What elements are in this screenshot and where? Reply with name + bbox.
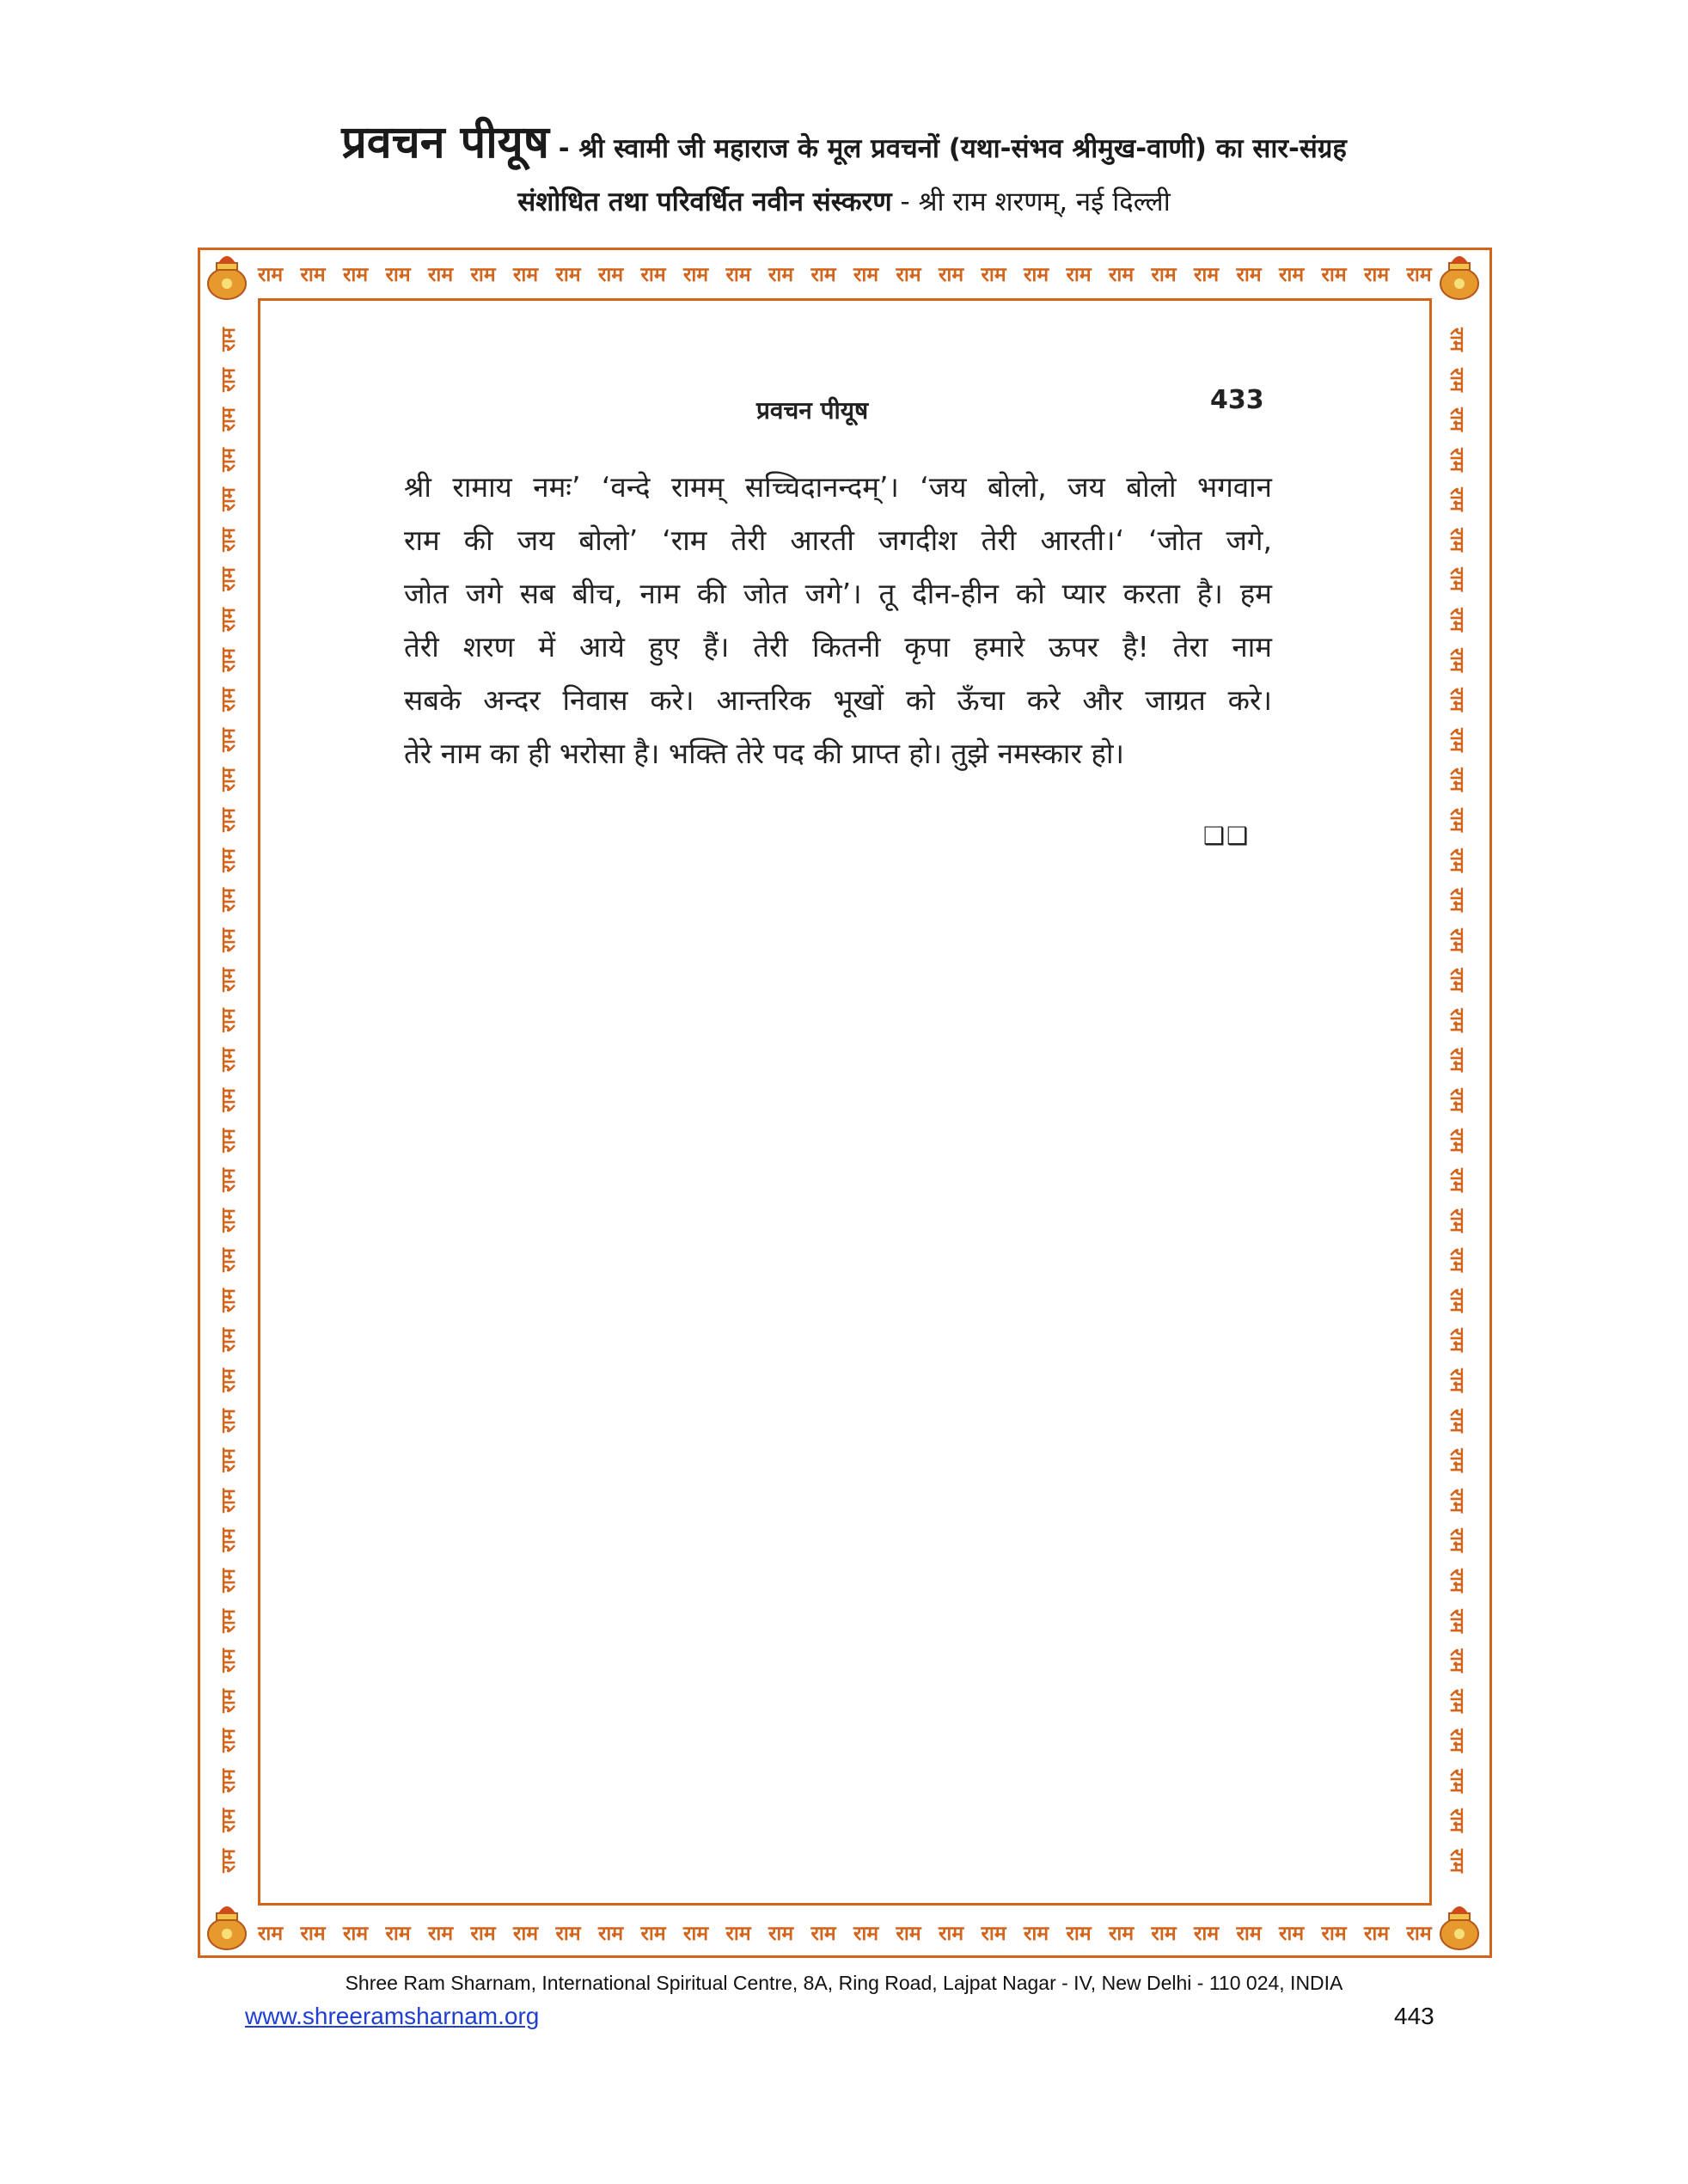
ram-border-word: राम: [1445, 968, 1467, 993]
ram-border-word: राम: [1445, 1688, 1467, 1713]
ram-border-word: राम: [981, 264, 1006, 286]
ram-border-word: राम: [725, 1923, 751, 1945]
ram-border-word: राम: [1364, 264, 1390, 286]
ram-border-word: राम: [853, 264, 879, 286]
ram-border-word: राम: [1445, 1448, 1467, 1473]
ram-border-word: राम: [896, 264, 921, 286]
ram-border-word: राम: [1445, 487, 1467, 512]
ram-border-word: राम: [217, 608, 240, 632]
ram-border-word: राम: [640, 1923, 666, 1945]
ram-border-word: राम: [258, 264, 284, 286]
ram-border-word: राम: [217, 847, 240, 872]
footer-page-number: 443: [1394, 2003, 1434, 2029]
header-title-main: प्रवचन पीयूष: [341, 117, 549, 168]
ram-border-right: [1442, 327, 1473, 1874]
prayer-line: तेरे नाम का ही भरोसा है। भक्ति तेरे पद की प्राप्त हो। तुझे नमस्कार हो।: [404, 737, 1125, 770]
prayer-line: तेरी शरण में आये हुए हैं। तेरी कितनी कृपा हमारे ऊपर है! तेरा नाम: [404, 630, 1272, 664]
ram-border-word: राम: [217, 647, 240, 672]
section-end-mark: ❑❑: [1203, 822, 1251, 850]
ram-border-word: राम: [1445, 647, 1467, 672]
ram-border-word: राम: [1445, 1808, 1467, 1833]
ram-border-word: राम: [217, 327, 240, 352]
header-subtitle-publisher: - श्री राम शरणम्, नई दिल्ली: [891, 187, 1171, 217]
ram-border-word: राम: [385, 1923, 411, 1945]
ram-border-word: राम: [1445, 1568, 1467, 1593]
ram-border-word: राम: [1445, 1649, 1467, 1673]
ram-border-word: राम: [1445, 447, 1467, 472]
ram-border-word: राम: [1066, 1923, 1092, 1945]
ram-border-word: राम: [939, 1923, 964, 1945]
ram-border-word: राम: [1445, 847, 1467, 872]
ram-border-word: राम: [1445, 1288, 1467, 1312]
ram-border-left: [212, 327, 243, 1874]
kalash-icon: [1435, 1901, 1483, 1953]
kalash-icon: [203, 251, 251, 303]
ram-border-word: राम: [1445, 1408, 1467, 1433]
ram-border-word: राम: [217, 1649, 240, 1673]
ram-border-word: राम: [1445, 768, 1467, 792]
ram-border-word: राम: [217, 1849, 240, 1873]
ram-border-word: राम: [1445, 327, 1467, 352]
ram-border-word: राम: [343, 264, 369, 286]
kalash-icon: [203, 1901, 251, 1953]
ram-border-word: राम: [217, 727, 240, 752]
ram-border-word: राम: [896, 1923, 921, 1945]
ram-border-word: राम: [217, 407, 240, 432]
ram-border-word: राम: [217, 447, 240, 472]
ram-border-word: राम: [217, 768, 240, 792]
ram-border-word: राम: [217, 888, 240, 913]
prayer-line: जोत जगे सब बीच, नाम की जोत जगे’। तू दीन-हीन को प्यार करता है। हम: [404, 577, 1272, 610]
ram-border-word: राम: [217, 1408, 240, 1433]
ram-border-word: राम: [217, 1088, 240, 1112]
ram-border-word: राम: [470, 264, 496, 286]
ram-border-word: राम: [217, 808, 240, 832]
ram-border-word: राम: [1406, 1923, 1432, 1945]
ram-border-word: राम: [217, 1168, 240, 1193]
ram-border-word: राम: [1445, 1007, 1467, 1032]
ram-border-word: राम: [217, 1808, 240, 1833]
ram-border-word: राम: [217, 1768, 240, 1793]
ram-border-word: राम: [217, 1368, 240, 1392]
ram-border-word: राम: [1109, 1923, 1135, 1945]
ram-border-word: राम: [1445, 1488, 1467, 1513]
prayer-text: [404, 461, 1272, 780]
ram-border-word: राम: [217, 367, 240, 392]
ram-border-word: राम: [1445, 367, 1467, 392]
ram-border-word: राम: [640, 264, 666, 286]
ram-border-word: राम: [555, 1923, 581, 1945]
ram-border-word: राम: [300, 1923, 326, 1945]
ram-border-word: राम: [1194, 264, 1220, 286]
ram-border-word: राम: [725, 264, 751, 286]
ram-border-word: राम: [1236, 264, 1262, 286]
ram-border-word: राम: [217, 487, 240, 512]
header-title-description: - श्री स्वामी जी महाराज के मूल प्रवचनों (यथा-संभव श्रीमुख-वाणी) का सार-संग्रह: [548, 133, 1347, 164]
ram-border-word: राम: [1445, 1728, 1467, 1753]
ram-border-word: राम: [217, 1328, 240, 1353]
ram-border-word: राम: [428, 264, 454, 286]
ram-border-word: राम: [217, 1128, 240, 1153]
ram-border-word: राम: [1445, 1528, 1467, 1553]
ram-border-word: राम: [513, 264, 539, 286]
ram-border-word: राम: [513, 1923, 539, 1945]
ram-border-word: राम: [217, 688, 240, 713]
ram-border-word: राम: [1194, 1923, 1220, 1945]
ram-border-word: राम: [1151, 1923, 1177, 1945]
website-link[interactable]: www.shreeramsharnam.org: [245, 2003, 540, 2029]
ram-border-word: राम: [343, 1923, 369, 1945]
prayer-line: श्री रामाय नमः’ ‘वन्दे रामम् सच्चिदानन्दम्’। ‘जय बोलो, जय बोलो भगवान: [404, 470, 1272, 504]
ram-border-word: राम: [1445, 1168, 1467, 1193]
ram-border-word: राम: [217, 1007, 240, 1032]
ram-border-word: राम: [217, 567, 240, 592]
ram-border-word: राम: [217, 1488, 240, 1513]
ram-border-word: राम: [217, 1728, 240, 1753]
prayer-line: सबके अन्दर निवास करे। आन्तरिक भूखों को ऊँचा करे और जाग्रत करे।: [404, 683, 1272, 717]
ram-border-word: राम: [470, 1923, 496, 1945]
ram-border-word: राम: [1109, 264, 1135, 286]
ram-border-word: राम: [1236, 1923, 1262, 1945]
ram-border-word: राम: [1024, 264, 1049, 286]
ram-border-word: राम: [1445, 1088, 1467, 1112]
ram-border-word: राम: [258, 1923, 284, 1945]
ram-border-word: राम: [1445, 927, 1467, 952]
ram-border-word: राम: [1445, 567, 1467, 592]
ram-border-word: राम: [1445, 527, 1467, 552]
ram-border-word: राम: [768, 1923, 794, 1945]
header-subtitle-line: [0, 183, 1688, 219]
ram-border-word: राम: [217, 968, 240, 993]
footer-address: Shree Ram Sharnam, International Spiritual Centre, 8A, Ring Road, Lajpat Nagar - IV, New Delhi - 110 024, INDIA: [345, 1972, 1343, 1994]
ram-border-word: राम: [1364, 1923, 1390, 1945]
ram-border-word: राम: [683, 264, 709, 286]
kalash-icon: [1435, 251, 1483, 303]
ram-border-word: राम: [1445, 1368, 1467, 1392]
ram-border-word: राम: [853, 1923, 879, 1945]
ram-border-word: राम: [217, 1048, 240, 1073]
header-title-line: [0, 110, 1688, 171]
ram-border-word: राम: [1445, 1048, 1467, 1073]
ram-border-word: राम: [217, 1248, 240, 1273]
ram-border-word: राम: [810, 1923, 836, 1945]
ram-border-word: राम: [300, 264, 326, 286]
ram-border-word: राम: [1066, 264, 1092, 286]
ram-border-word: राम: [217, 1448, 240, 1473]
ram-border-word: राम: [768, 264, 794, 286]
ram-border-word: राम: [1445, 888, 1467, 913]
ram-border-word: राम: [1445, 407, 1467, 432]
ram-border-word: राम: [385, 264, 411, 286]
ram-border-word: राम: [810, 264, 836, 286]
ram-border-word: राम: [1445, 608, 1467, 632]
ram-border-word: राम: [555, 264, 581, 286]
ram-border-word: राम: [217, 527, 240, 552]
ram-border-word: राम: [217, 1608, 240, 1633]
page-original-number: 433: [1210, 385, 1264, 415]
ram-border-word: राम: [683, 1923, 709, 1945]
ram-border-word: राम: [1445, 1849, 1467, 1873]
ram-border-word: राम: [1151, 264, 1177, 286]
ram-border-word: राम: [217, 1288, 240, 1312]
ram-border-word: राम: [217, 1528, 240, 1553]
ram-border-word: राम: [217, 927, 240, 952]
ram-border-word: राम: [1321, 264, 1347, 286]
ram-border-bottom: [258, 1915, 1432, 1949]
ram-border-word: राम: [1445, 1208, 1467, 1233]
ram-border-word: राम: [1445, 727, 1467, 752]
ram-border-word: राम: [981, 1923, 1006, 1945]
ram-border-word: राम: [598, 1923, 624, 1945]
ram-border-word: राम: [1445, 1608, 1467, 1633]
ram-border-word: राम: [598, 264, 624, 286]
ram-border-word: राम: [939, 264, 964, 286]
header-subtitle-edition: संशोधित तथा परिवर्धित नवीन संस्करण: [517, 187, 892, 217]
prayer-line: राम की जय बोलो’ ‘राम तेरी आरती जगदीश तेरी आरती।‘ ‘जोत जगे,: [404, 523, 1272, 557]
ram-border-word: राम: [1279, 1923, 1305, 1945]
ram-border-word: राम: [428, 1923, 454, 1945]
ram-border-word: राम: [1445, 808, 1467, 832]
ram-border-word: राम: [1279, 264, 1305, 286]
ram-border-word: राम: [1321, 1923, 1347, 1945]
ram-border-top: [258, 256, 1432, 291]
ram-border-word: राम: [1445, 688, 1467, 713]
ram-border-word: राम: [1445, 1328, 1467, 1353]
ram-border-word: राम: [1445, 1128, 1467, 1153]
ram-border-word: राम: [1445, 1768, 1467, 1793]
ram-border-word: राम: [217, 1568, 240, 1593]
ram-border-word: राम: [1024, 1923, 1049, 1945]
page-running-title: प्रवचन पीयूष: [756, 396, 869, 425]
ram-border-word: राम: [1445, 1248, 1467, 1273]
ram-border-word: राम: [217, 1688, 240, 1713]
ram-border-word: राम: [217, 1208, 240, 1233]
ram-border-word: राम: [1406, 264, 1432, 286]
